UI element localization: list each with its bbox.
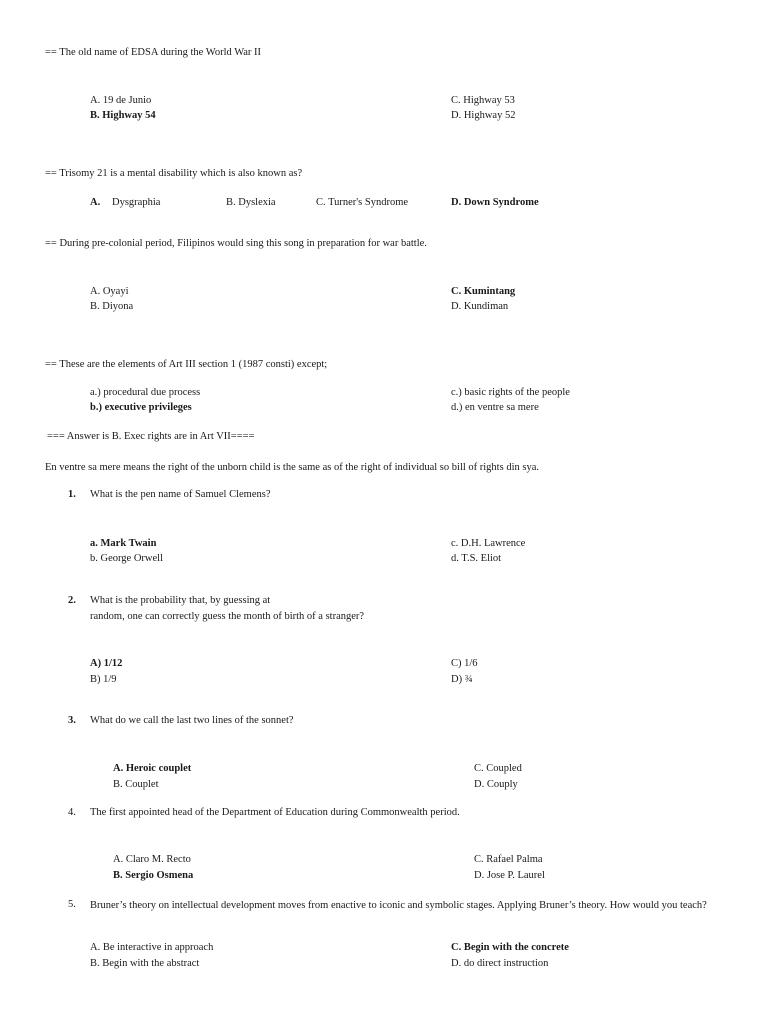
question-song: == During pre-colonial period, Filipinos would sing this song in preparation for war battle.	[45, 238, 427, 249]
option-b-answer: B. Sergio Osmena	[113, 870, 194, 881]
option-a: Dysgraphia	[112, 197, 161, 208]
option-d: D. Highway 52	[451, 110, 516, 121]
option-b-answer: B. Highway 54	[90, 110, 156, 121]
question-number: 2.	[68, 595, 76, 606]
option-b: B. Begin with the abstract	[90, 958, 200, 969]
option-c: C. Coupled	[474, 763, 522, 774]
option-a: A. 19 de Junio	[90, 95, 152, 106]
option-a: A. Be interactive in approach	[90, 942, 214, 953]
question-pen-name: What is the pen name of Samuel Clemens?	[90, 489, 271, 500]
option-d: d.) en ventre sa mere	[451, 402, 539, 413]
option-b: b. George Orwell	[90, 553, 163, 564]
option-c: c. D.H. Lawrence	[451, 538, 526, 549]
question-trisomy: == Trisomy 21 is a mental disability which is also known as?	[45, 168, 303, 179]
question-education-head: The first appointed head of the Department of Education during Commonwealth period.	[90, 807, 460, 818]
question-bruner: Bruner’s theory on intellectual development moves from enactive to iconic and symbolic stages. Applying Bruner’s theory. How would you teach?	[90, 900, 707, 911]
option-c: c.) basic rights of the people	[451, 387, 570, 398]
question-probability-line2: random, one can correctly guess the month of birth of a stranger?	[90, 611, 365, 622]
option-d: D. do direct instruction	[451, 958, 549, 969]
explanation: En ventre sa mere means the right of the unborn child is the same as of the right of individual so bill of rights din sya.	[45, 462, 539, 473]
option-d: d. T.S. Eliot	[451, 553, 502, 564]
answer-note: === Answer is B. Exec rights are in Art VII====	[47, 431, 255, 442]
option-d: D) ¾	[451, 674, 473, 685]
option-b: B) 1/9	[90, 674, 117, 685]
option-b: B. Dyslexia	[226, 197, 276, 208]
question-probability-line1: What is the probability that, by guessing at	[90, 595, 271, 606]
option-a-answer: A. Heroic couplet	[113, 763, 192, 774]
option-c: C) 1/6	[451, 658, 478, 669]
option-c: C. Highway 53	[451, 95, 515, 106]
question-edsa: == The old name of EDSA during the World War II	[45, 47, 262, 58]
option-a-answer: a. Mark Twain	[90, 538, 157, 549]
option-a: A. Oyayi	[90, 286, 129, 297]
option-a-answer: A) 1/12	[90, 658, 123, 669]
option-c-answer: C. Kumintang	[451, 286, 516, 297]
option-c-answer: C. Begin with the concrete	[451, 942, 569, 953]
option-d-answer: D. Down Syndrome	[451, 197, 539, 208]
question-number: 1.	[68, 489, 76, 500]
option-a: A. Claro M. Recto	[113, 854, 191, 865]
question-art3: == These are the elements of Art III section 1 (1987 consti) except;	[45, 359, 328, 370]
question-number: 4.	[68, 807, 76, 818]
option-d: D. Kundiman	[451, 301, 509, 312]
option-a-letter: A.	[90, 197, 101, 208]
option-c: C. Turner's Syndrome	[316, 197, 409, 208]
question-sonnet: What do we call the last two lines of the sonnet?	[90, 715, 294, 726]
option-c: C. Rafael Palma	[474, 854, 543, 865]
option-d: D. Jose P. Laurel	[474, 870, 545, 881]
question-number: 5.	[68, 899, 76, 910]
option-b-answer: b.) executive privileges	[90, 402, 192, 413]
option-a: a.) procedural due process	[90, 387, 201, 398]
option-b: B. Diyona	[90, 301, 134, 312]
option-b: B. Couplet	[113, 779, 159, 790]
option-d: D. Couply	[474, 779, 518, 790]
question-number: 3.	[68, 715, 76, 726]
